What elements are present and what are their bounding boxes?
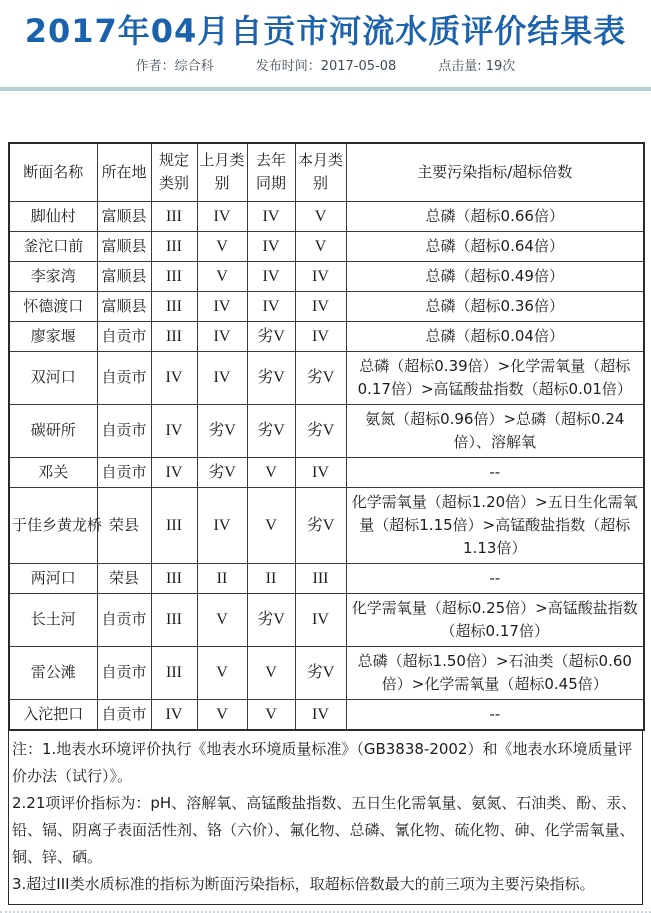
cell-last-year-same-period: V xyxy=(247,646,295,699)
meta-publish-time: 发布时间：2017-05-08 xyxy=(255,59,397,74)
cell-section-name: 釜沱口前 xyxy=(9,231,97,261)
cell-last-year-same-period: IV xyxy=(247,201,295,231)
table-body xyxy=(9,201,644,730)
cell-this-month-class: 劣V xyxy=(295,646,346,699)
cell-required-class: IV xyxy=(151,351,197,404)
header-divider xyxy=(0,87,651,91)
cell-last-month-class: V xyxy=(197,593,247,646)
cell-location: 自贡市 xyxy=(97,351,151,404)
table-row xyxy=(9,457,644,487)
table-row xyxy=(9,563,644,593)
table-row xyxy=(9,201,644,231)
table-row xyxy=(9,231,644,261)
cell-this-month-class: IV xyxy=(295,321,346,351)
cell-section-name: 于佳乡黄龙桥 xyxy=(9,487,97,563)
cell-section-name: 碳研所 xyxy=(9,404,97,457)
cell-location: 富顺县 xyxy=(97,201,151,231)
cell-required-class: III xyxy=(151,646,197,699)
table-row xyxy=(9,351,644,404)
cell-main-pollutants: -- xyxy=(346,563,644,593)
cell-this-month-class: 劣V xyxy=(295,404,346,457)
cell-this-month-class: IV xyxy=(295,699,346,730)
cell-last-year-same-period: IV xyxy=(247,231,295,261)
cell-last-month-class: V xyxy=(197,231,247,261)
cell-last-year-same-period: 劣V xyxy=(247,351,295,404)
cell-location: 富顺县 xyxy=(97,261,151,291)
note-rule: 3.超过III类水质标准的指标为断面污染指标，取超标倍数最大的前三项为主要污染指标。 xyxy=(12,874,595,893)
cell-required-class: III xyxy=(151,593,197,646)
header-main-pollutants: 主要污染指标/超标倍数 xyxy=(346,143,644,201)
header-this-month-class: 本月类别 xyxy=(295,143,346,201)
cell-last-month-class: IV xyxy=(197,321,247,351)
note-standard: 注：1.地表水环境评价执行《地表水环境质量标准》（GB3838-2002）和《地表水环境质量评价办法（试行）》。 xyxy=(12,739,633,785)
table-row xyxy=(9,593,644,646)
cell-required-class: IV xyxy=(151,457,197,487)
cell-this-month-class: IV xyxy=(295,593,346,646)
cell-this-month-class: IV xyxy=(295,291,346,321)
cell-required-class: III xyxy=(151,487,197,563)
page-title: 2017年04月自贡市河流水质评价结果表 xyxy=(24,12,627,50)
table-row xyxy=(9,487,644,563)
cell-this-month-class: 劣V xyxy=(295,351,346,404)
cell-section-name: 怀德渡口 xyxy=(9,291,97,321)
cell-last-month-class: II xyxy=(197,563,247,593)
cell-section-name: 两河口 xyxy=(9,563,97,593)
table-row xyxy=(9,321,644,351)
cell-last-month-class: 劣V xyxy=(197,457,247,487)
cell-last-year-same-period: V xyxy=(247,699,295,730)
cell-main-pollutants: 化学需氧量（超标1.20倍）>五日生化需氧量（超标1.15倍）>高锰酸盐指数（超标1.13倍） xyxy=(346,487,644,563)
cell-main-pollutants: 总磷（超标1.50倍）>石油类（超标0.60倍）>化学需氧量（超标0.45倍） xyxy=(346,646,644,699)
cell-last-year-same-period: 劣V xyxy=(247,593,295,646)
water-quality-table xyxy=(8,142,645,731)
cell-required-class: III xyxy=(151,261,197,291)
cell-main-pollutants: 总磷（超标0.66倍） xyxy=(346,201,644,231)
cell-location: 荣县 xyxy=(97,487,151,563)
header-section-name: 断面名称 xyxy=(9,143,97,201)
cell-required-class: III xyxy=(151,291,197,321)
cell-section-name: 脚仙村 xyxy=(9,201,97,231)
cell-required-class: III xyxy=(151,201,197,231)
cell-main-pollutants: 总磷（超标0.64倍） xyxy=(346,231,644,261)
cell-location: 自贡市 xyxy=(97,593,151,646)
cell-last-year-same-period: V xyxy=(247,457,295,487)
cell-main-pollutants: 总磷（超标0.36倍） xyxy=(346,291,644,321)
cell-this-month-class: V xyxy=(295,201,346,231)
meta-view-count: 点击量: 19次 xyxy=(438,59,516,74)
table-row xyxy=(9,404,644,457)
cell-location: 自贡市 xyxy=(97,457,151,487)
cell-this-month-class: IV xyxy=(295,261,346,291)
cell-main-pollutants: 总磷（超标0.49倍） xyxy=(346,261,644,291)
header-required-class: 规定类别 xyxy=(151,143,197,201)
table-row xyxy=(9,699,644,730)
table-row xyxy=(9,261,644,291)
cell-location: 自贡市 xyxy=(97,646,151,699)
cell-section-name: 长土河 xyxy=(9,593,97,646)
notes-section xyxy=(8,731,643,905)
cell-this-month-class: 劣V xyxy=(295,487,346,563)
cell-last-year-same-period: 劣V xyxy=(247,404,295,457)
cell-last-month-class: V xyxy=(197,699,247,730)
cell-location: 荣县 xyxy=(97,563,151,593)
header-last-month-class: 上月类别 xyxy=(197,143,247,201)
cell-last-month-class: V xyxy=(197,261,247,291)
cell-location: 自贡市 xyxy=(97,404,151,457)
cell-last-month-class: 劣V xyxy=(197,404,247,457)
header-last-year-same-period: 去年同期 xyxy=(247,143,295,201)
cell-main-pollutants: 氨氮（超标0.96倍）>总磷（超标0.24倍）、溶解氧 xyxy=(346,404,644,457)
cell-section-name: 双河口 xyxy=(9,351,97,404)
meta-author: 作者：综合科 xyxy=(135,59,214,74)
cell-required-class: IV xyxy=(151,699,197,730)
cell-section-name: 雷公滩 xyxy=(9,646,97,699)
cell-this-month-class: V xyxy=(295,231,346,261)
cell-required-class: IV xyxy=(151,404,197,457)
cell-main-pollutants: -- xyxy=(346,699,644,730)
article-meta xyxy=(0,58,651,76)
cell-location: 富顺县 xyxy=(97,231,151,261)
cell-section-name: 邓关 xyxy=(9,457,97,487)
cell-last-month-class: IV xyxy=(197,351,247,404)
cell-main-pollutants: -- xyxy=(346,457,644,487)
cell-main-pollutants: 总磷（超标0.04倍） xyxy=(346,321,644,351)
cell-last-year-same-period: IV xyxy=(247,291,295,321)
cell-this-month-class: IV xyxy=(295,457,346,487)
cell-last-year-same-period: 劣V xyxy=(247,321,295,351)
header-location: 所在地 xyxy=(97,143,151,201)
table-row xyxy=(9,646,644,699)
cell-last-year-same-period: IV xyxy=(247,261,295,291)
cell-main-pollutants: 总磷（超标0.39倍）>化学需氧量（超标0.17倍）>高锰酸盐指数（超标0.01倍） xyxy=(346,351,644,404)
cell-location: 自贡市 xyxy=(97,321,151,351)
cell-last-month-class: V xyxy=(197,646,247,699)
cell-main-pollutants: 化学需氧量（超标0.25倍）>高锰酸盐指数（超标0.17倍） xyxy=(346,593,644,646)
cell-location: 自贡市 xyxy=(97,699,151,730)
cell-last-year-same-period: V xyxy=(247,487,295,563)
cell-last-month-class: IV xyxy=(197,201,247,231)
table-row xyxy=(9,291,644,321)
cell-section-name: 李家湾 xyxy=(9,261,97,291)
table-header-row xyxy=(9,143,644,201)
cell-section-name: 入沱把口 xyxy=(9,699,97,730)
note-indicators: 2.21项评价指标为：pH、溶解氧、高锰酸盐指数、五日生化需氧量、氨氮、石油类、酚、汞、铅、镉、阴离子表面活性剂、铬（六价）、氟化物、总磷、氰化物、硫化物、砷、化学需氧量、铜、锌、硒。 xyxy=(12,793,637,866)
cell-this-month-class: III xyxy=(295,563,346,593)
cell-required-class: III xyxy=(151,563,197,593)
cell-required-class: III xyxy=(151,321,197,351)
cell-last-month-class: IV xyxy=(197,291,247,321)
cell-last-month-class: IV xyxy=(197,487,247,563)
cell-section-name: 廖家堰 xyxy=(9,321,97,351)
cell-location: 富顺县 xyxy=(97,291,151,321)
cell-last-year-same-period: II xyxy=(247,563,295,593)
cell-required-class: III xyxy=(151,231,197,261)
bottom-dotted-divider xyxy=(0,911,651,913)
